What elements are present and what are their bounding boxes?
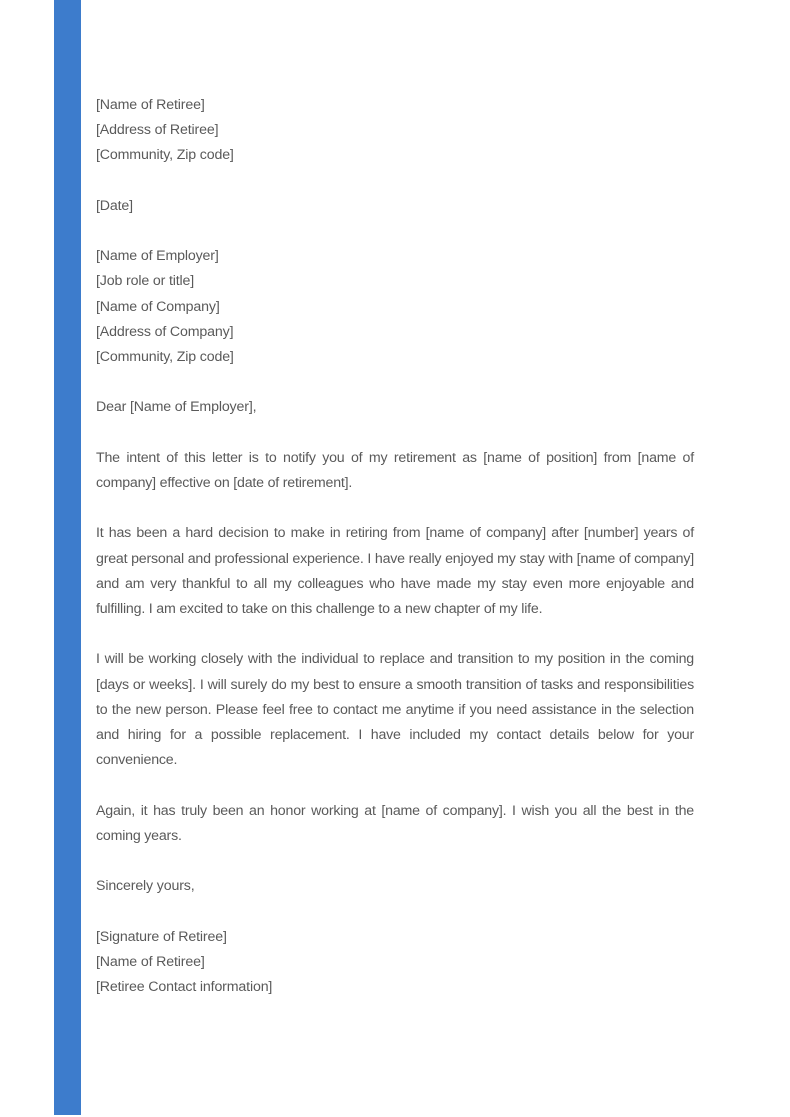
- signature-name: [Name of Retiree]: [96, 953, 205, 970]
- spacer: [96, 421, 694, 446]
- spacer: [96, 899, 694, 924]
- signature-contact: [Retiree Contact information]: [96, 978, 273, 995]
- recipient-job-title: [Job role or title]: [96, 273, 195, 290]
- spacer: [96, 219, 694, 244]
- spacer: [96, 849, 694, 874]
- paragraph-thanks: Again, it has truly been an honor working at [name of company]. I wish you all the best in the coming years.: [96, 802, 694, 844]
- spacer: [96, 496, 694, 521]
- spacer: [96, 773, 694, 798]
- recipient-community-zip: [Community, Zip code]: [96, 349, 234, 365]
- signature-block: [96, 925, 694, 1001]
- paragraph-decision: It has been a hard decision to make in retiring from [name of company] after [number] years of great personal and professional experience. I have really enjoyed my stay with [name of company] and am very thankful to all my colleagues who have made my stay even more enjoyable and fulfilling. I am excited to take on this challenge to a new chapter of my life.: [96, 525, 694, 617]
- recipient-company: [Name of Company]: [96, 298, 220, 315]
- spacer: [96, 169, 694, 194]
- spacer: [96, 622, 694, 647]
- closing: Sincerely yours,: [96, 878, 195, 895]
- paragraph-intent: The intent of this letter is to notify you of my retirement as [name of position] from [name of company] effective on [date of retirement].: [96, 449, 694, 491]
- sender-community-zip: [Community, Zip code]: [96, 147, 234, 164]
- letter-date: [Date]: [96, 197, 133, 214]
- recipient-block: [96, 244, 694, 370]
- recipient-company-address: [Address of Company]: [96, 323, 234, 340]
- spacer: [96, 370, 694, 395]
- recipient-name: [Name of Employer]: [96, 248, 219, 265]
- signature: [Signature of Retiree]: [96, 928, 227, 945]
- sender-name: [Name of Retiree]: [96, 97, 205, 113]
- accent-side-bar: [54, 0, 81, 1115]
- salutation: Dear [Name of Employer],: [96, 399, 257, 416]
- sender-block: [96, 93, 694, 169]
- letter-body: [96, 93, 694, 1000]
- sender-address: [Address of Retiree]: [96, 122, 219, 139]
- paragraph-transition: I will be working closely with the individual to replace and transition to my position in the coming [days or weeks]. I will surely do my best to ensure a smooth transition of tasks and responsibilities to the new person. Please feel free to contact me anytime if you need assistance in the selection and hiring for a possible replacement. I have included my contact details below for your convenience.: [96, 651, 694, 769]
